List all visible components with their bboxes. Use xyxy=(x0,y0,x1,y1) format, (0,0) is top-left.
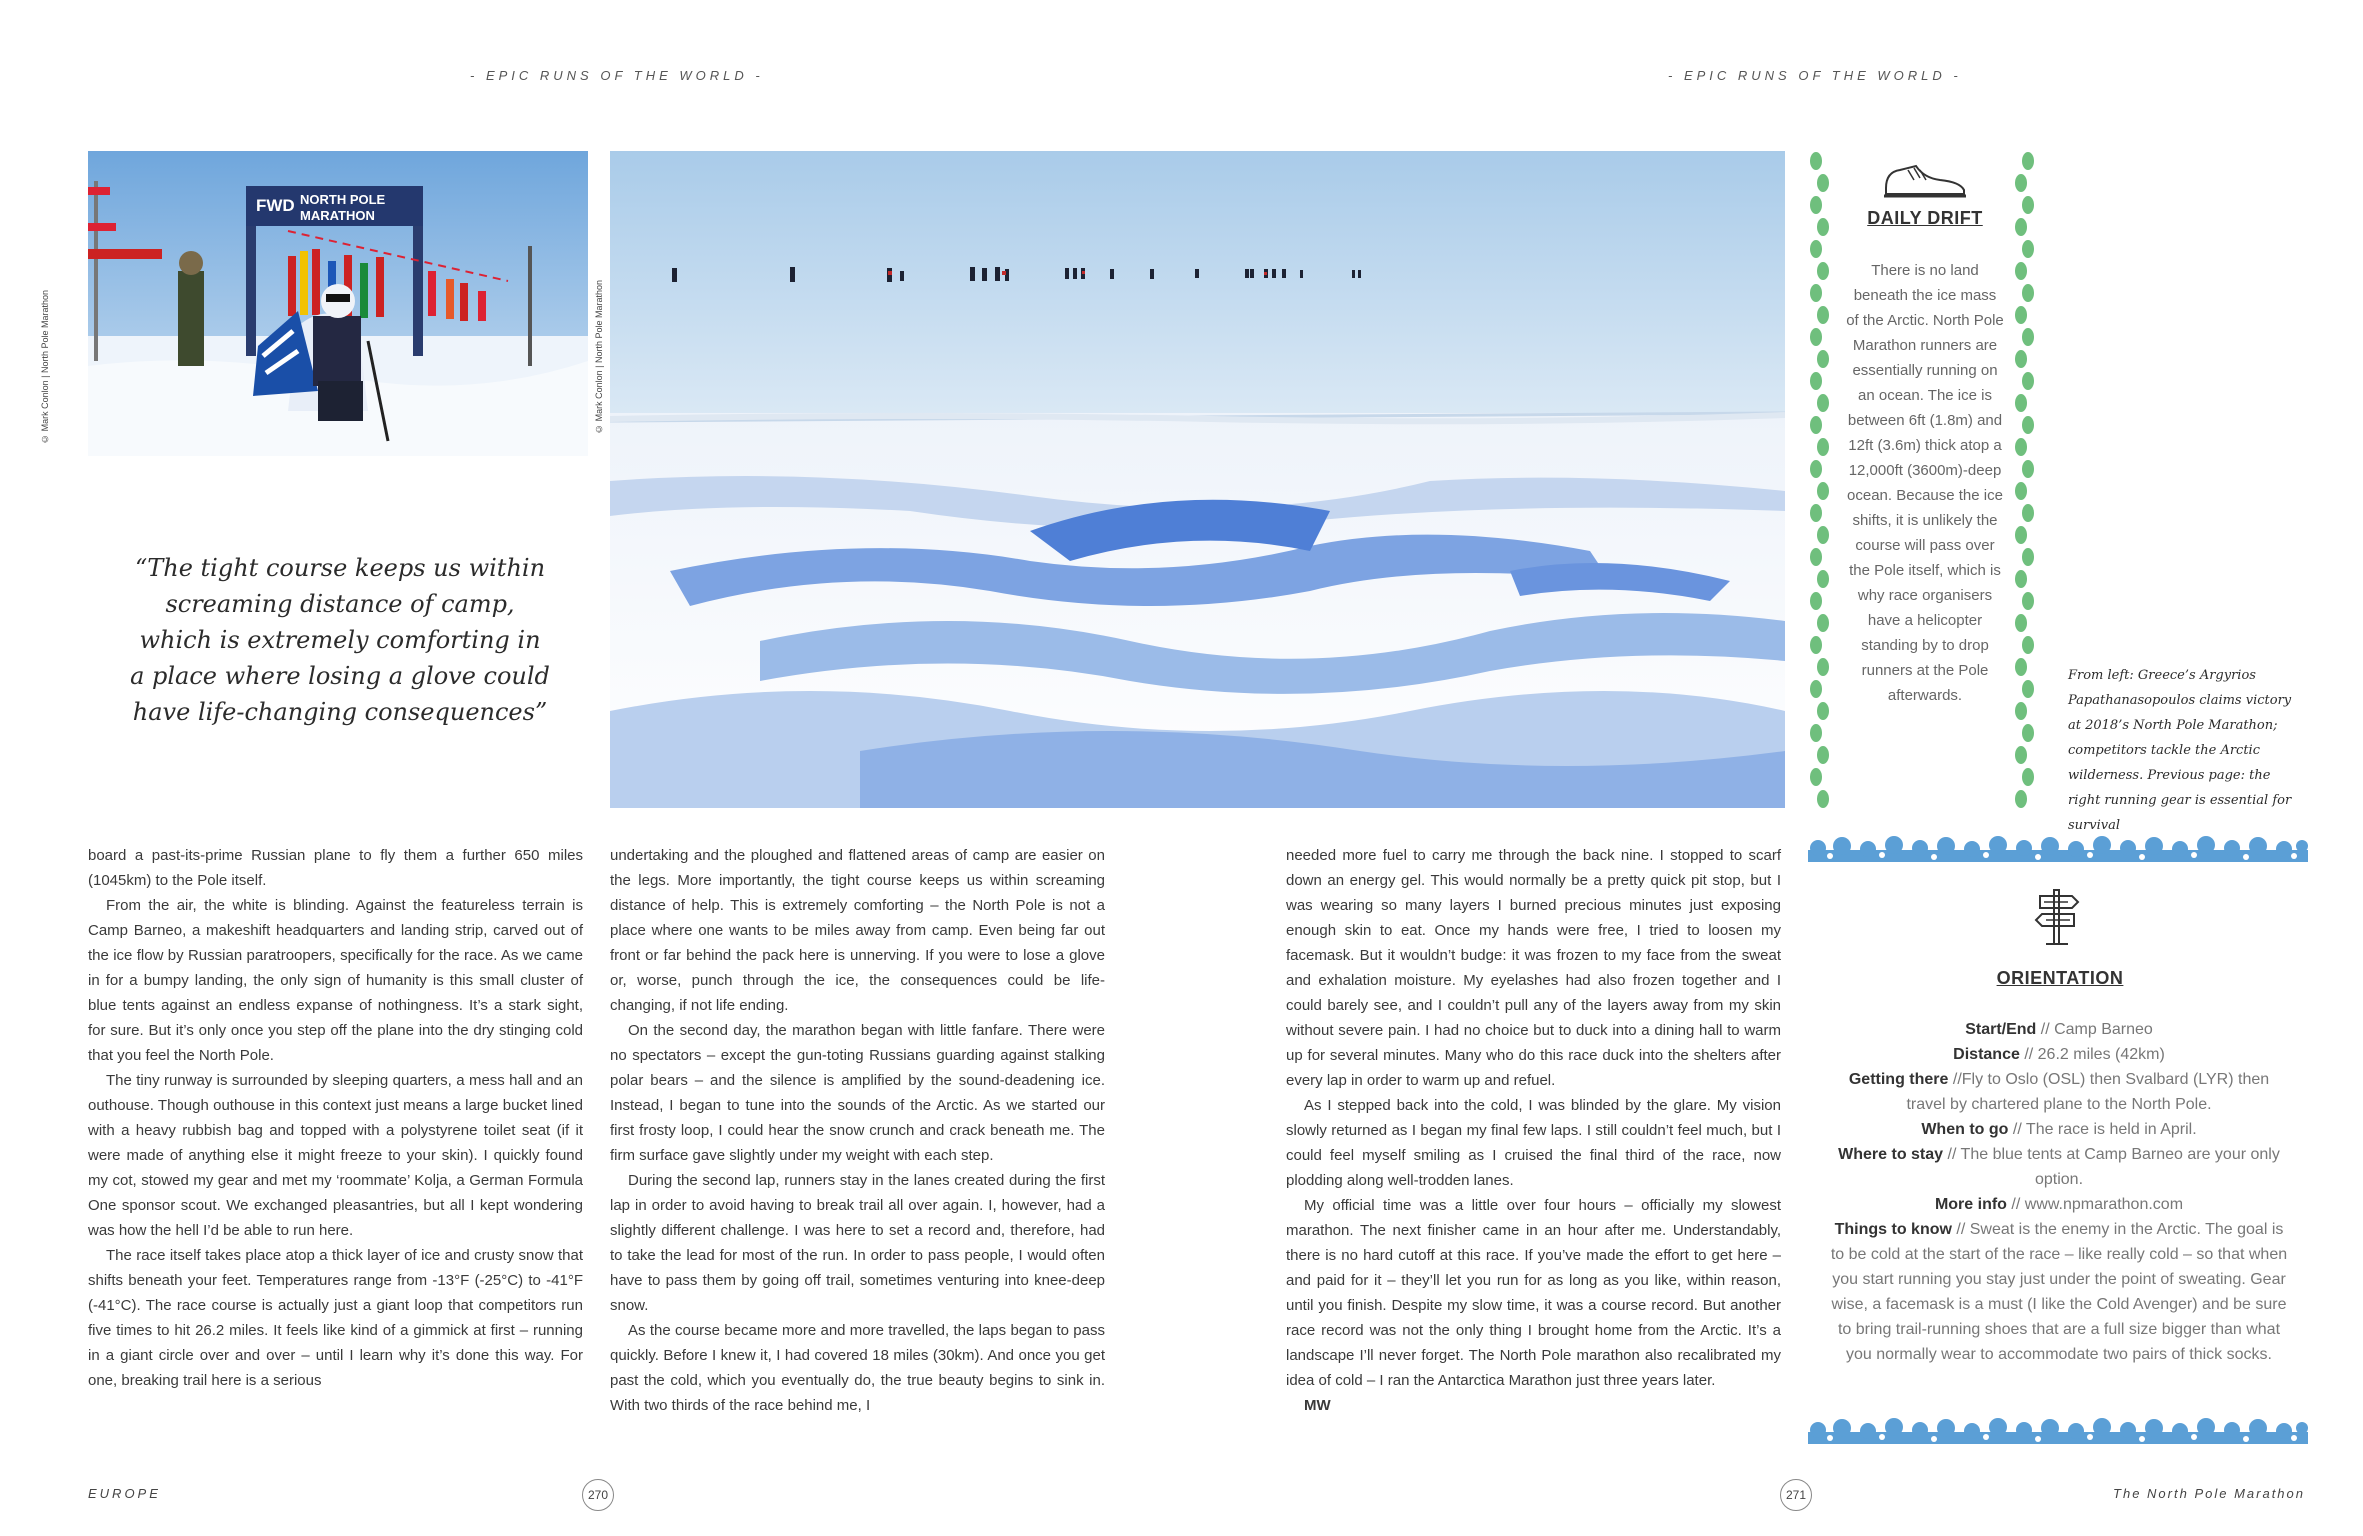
leaf-border-right xyxy=(2014,151,2036,809)
orientation-item: More info // www.npmarathon.com xyxy=(1934,1196,2184,1213)
orientation-item: Getting there //Fly to Oslo (OSL) then Svalbard (LYR) then travel by chartered plane to the North Pole. xyxy=(1848,1071,2270,1113)
arch-fwd-text: FWD xyxy=(256,196,295,215)
paragraph: My official time was a little over four hours – officially my slowest marathon. The next finisher came in an hour after me. Understandably, there is no hard cutoff at this race. If you’ve made the effort to get here – and paid for it – they’ll let you run for as long as you like, within reason, until you finish. Despite my slow time, it was a course record. But another race record was not the only thing I brought home from the Arctic. It’s a landscape I’ll never forget. The North Pole marathon also recalibrated my idea of cold – I ran the Antarctica Marathon just three years later. xyxy=(1286,1197,1781,1389)
orientation-item: Where to stay // The blue tents at Camp Barneo are your only option. xyxy=(1838,1146,2280,1188)
finish-line-photo xyxy=(88,151,588,456)
pull-quote: “The tight course keeps us within screaming distance of camp, which is extremely comforting in a place where losing a glove could have life-changing consequences” xyxy=(130,554,550,726)
leaf-border-left xyxy=(1808,151,1830,809)
paragraph: The tiny runway is surrounded by sleeping quarters, a mess hall and an outhouse. Though outhouse in this context just means a large bucket lined with a heavy rubbish bag and topped with a polystyrene toilet seat (if it were made of anything else it might freeze to your skin). I quickly found my cot, stowed my gear and met my ‘roommate’ Kolja, a German Formula One sponsor scout. We exchanged pleasantries, but all I kept wondering was how the hell I’d be able to run here. xyxy=(88,1072,583,1239)
daily-drift-title: DAILY DRIFT xyxy=(1867,208,1983,228)
paragraph: On the second day, the marathon began with little fanfare. There were no spectators – except the gun-toting Russians guarding against stalking polar bears – and the silence is amplified by the sound-deadening ice. Instead, I began to tune into the sounds of the Arctic. As we started our first frosty loop, I could hear the snow crunch and crack beneath me. The firm surface gave slightly under my weight with each step. xyxy=(610,1022,1105,1164)
footer-chapter-title: The North Pole Marathon xyxy=(2113,1486,2305,1501)
paragraph: undertaking and the ploughed and flattened areas of camp are easier on the legs. More importantly, the tight course keeps us within screaming distance of help. This is extremely comforting – the North Pole is not a place where one wants to be miles away from camp. Even being far out front or far behind the pack here is unnerving. If you were to lose a glove or, worse, punch through the ice, the consequences could be life-changing, if not life ending. xyxy=(610,847,1105,1014)
orientation-item: When to go // The race is held in April. xyxy=(1921,1121,2197,1138)
page-number-right: 271 xyxy=(1780,1479,1812,1511)
body-column-3 xyxy=(1286,843,1781,1418)
arch-subtitle-text: MARATHON xyxy=(300,208,375,223)
page-number-left: 270 xyxy=(582,1479,614,1511)
left-photo-credit: © Mark Conlon | North Pole Marathon xyxy=(40,290,50,444)
footer-section-label: EUROPE xyxy=(88,1486,161,1501)
body-column-1 xyxy=(88,843,583,1393)
daily-drift-text: There is no land beneath the ice mass of the Arctic. North Pole Marathon runners are essentially running on an ocean. The ice is between 6ft (1.8m) and 12ft (3.6m) thick atop a 12,000ft (3600m)-deep ocean. Because the ice shifts, it is unlikely the course will pass over the Pole itself, which is why race organisers have a helicopter standing by to drop runners at the Pole afterwards. xyxy=(1846,262,2004,704)
paragraph: The race itself takes place atop a thick layer of ice and crusty snow that shifts beneath your feet. Temperatures range from -13°F (-25°C) to -41°F (-41°C). The race course is actually just a giant loop that competitors run five times to hit 26.2 miles. It feels like kind of a gimmick at first – running in a giant circle over and over – until I learn why it’s done this way. For one, breaking trail here is a serious xyxy=(88,1247,583,1389)
orientation-item: Distance // 26.2 miles (42km) xyxy=(1953,1046,2165,1063)
main-photo-credit: © Mark Conlon | North Pole Marathon xyxy=(594,280,604,434)
wave-border-bottom xyxy=(1808,1418,2308,1454)
paragraph: From the air, the white is blinding. Against the featureless terrain is Camp Barneo, a makeshift headquarters and landing strip, carved out of the ice flow by Russian paratroopers, specifically for the race. As we came in for a bumpy landing, the only sign of humanity is this small cluster of blue tents against an endless expanse of nothingness. It’s a stark sight, for sure. But it’s only once you step off the plane into the dry stinging cold that you feel the North Pole. xyxy=(88,897,583,1064)
paragraph: board a past-its-prime Russian plane to fly them a further 650 miles (1045km) to the Pole itself. xyxy=(88,847,583,889)
signpost-icon xyxy=(2032,888,2082,946)
paragraph: needed more fuel to carry me through the back nine. I stopped to scarf down an energy gel. This would normally be a pretty quick pit stop, but I was wearing so many layers I burned precious minutes just exposing enough skin to eat. Once my hands were free, I tried to loosen my facemask. But it wouldn’t budge: it was frozen to my face from the sweat and exhalation moisture. My eyelashes had also frozen together and I could barely see, and I couldn’t pull any of the layers away from my skin without severe pain. I had no choice but to duck into a dining hall to warm up for several minutes. Many who do this race duck into the shelters after every lap in order to warm up and refuel. xyxy=(1286,847,1781,1089)
photo-caption: From left: Greece’s Argyrios Papathanasopoulos claims victory at 2018’s North Pole Marathon; competitors tackle the Arctic wilderness. Previous page: the right running gear is essential for survival xyxy=(2068,668,2292,833)
paragraph: As the course became more and more travelled, the laps began to pass quickly. Before I knew it, I had covered 18 miles (30km). And once you get past the cold, which you eventually do, the true beauty begins to sink in. With two thirds of the race behind me, I xyxy=(610,1322,1105,1414)
paragraph: As I stepped back into the cold, I was blinded by the glare. My vision slowly returned as I began my final few laps. I still couldn’t feel much, but I could feel myself smiling as I cruised the final third of the race, now plodding along well-trodden lanes. xyxy=(1286,1097,1781,1189)
wave-border-top xyxy=(1808,836,2308,872)
arch-title-text: NORTH POLE xyxy=(300,192,386,207)
arctic-landscape-photo xyxy=(610,151,1785,808)
orientation-item: Things to know // Sweat is the enemy in the Arctic. The goal is to be cold at the start of the race – like really cold – so that when you start running you stay just under the point of sweating. Gear wise, a facemask is a must (I like the Cold Avenger) and be sure to bring trail-running shoes that are a full size bigger than what you normally wear to accommodate two pairs of thick socks. xyxy=(1830,1221,2288,1363)
paragraph: During the second lap, runners stay in the lanes created during the first lap in order to avoid having to break trail all over again. I, however, had a slightly different challenge. I was here to set a record and, therefore, had to take the lead for most of the run. In order to pass people, I would often have to pass them by going off trail, sometimes venturing into knee-deep snow. xyxy=(610,1172,1105,1314)
body-column-2 xyxy=(610,843,1105,1418)
running-head-right: - EPIC RUNS OF THE WORLD - xyxy=(1668,68,1962,83)
orientation-title: ORIENTATION xyxy=(1996,968,2124,988)
running-head-left: - EPIC RUNS OF THE WORLD - xyxy=(470,68,764,83)
orientation-list xyxy=(1828,1017,2290,1367)
author-signature: MW xyxy=(1304,1397,1331,1414)
running-shoe-icon xyxy=(1880,158,1970,202)
orientation-item: Start/End // Camp Barneo xyxy=(1965,1021,2153,1038)
